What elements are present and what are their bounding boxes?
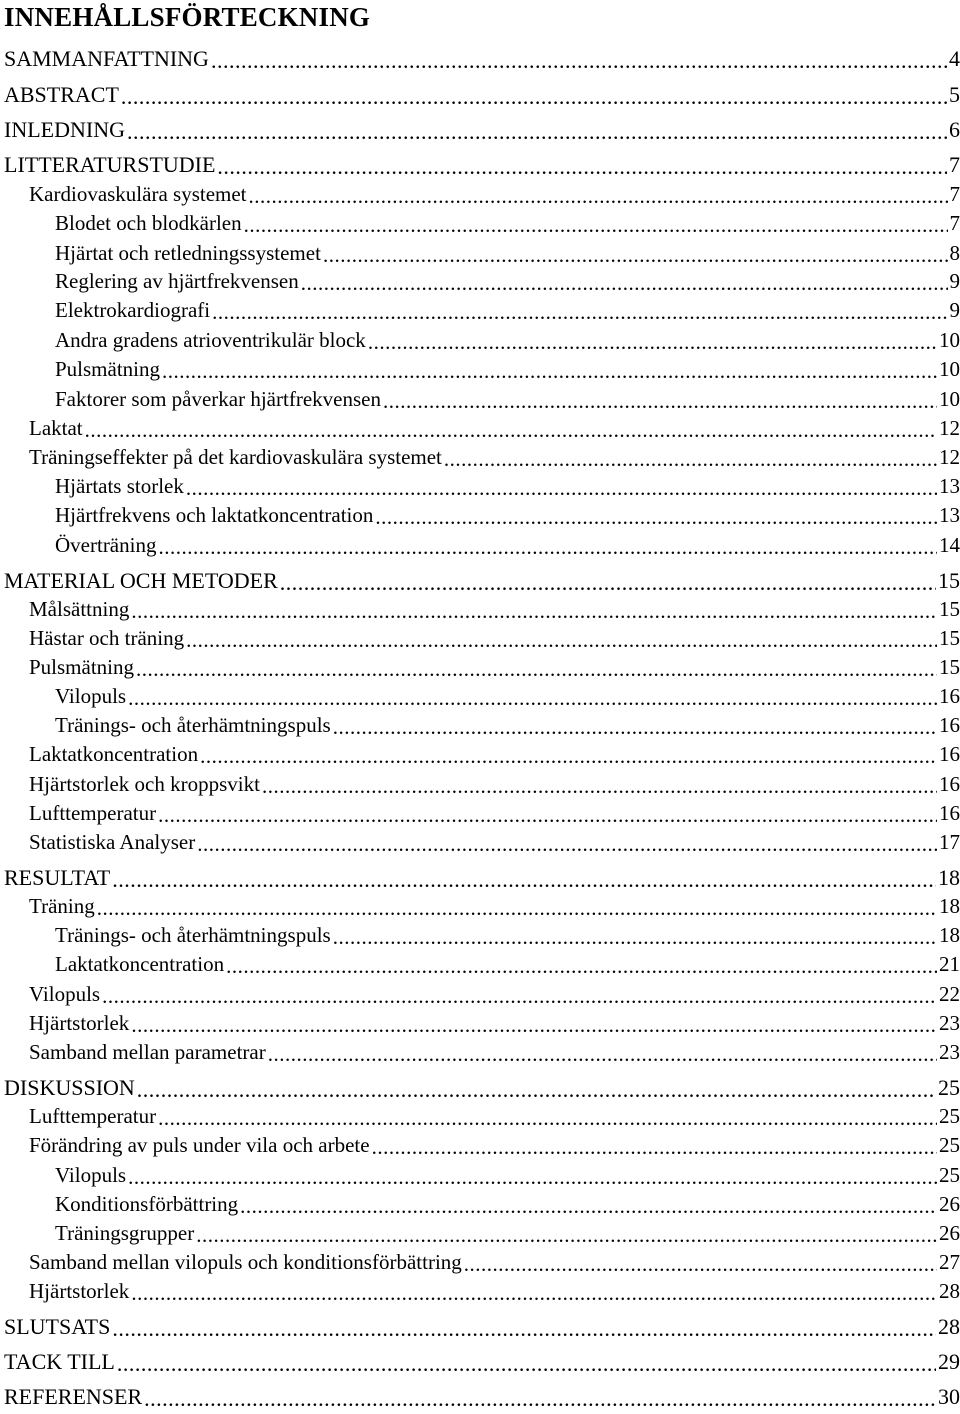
dot-leader bbox=[301, 271, 948, 292]
toc-entry-label: RESULTAT bbox=[4, 865, 112, 891]
dot-leader bbox=[158, 1106, 937, 1127]
toc-entry-page-number: 25 bbox=[936, 1075, 960, 1101]
dot-leader bbox=[128, 1165, 937, 1186]
toc-entry-label: Elektrokardiografi bbox=[55, 298, 212, 323]
toc-entry-label: Träningsgrupper bbox=[55, 1221, 196, 1246]
toc-entry-label: Laktatkoncentration bbox=[29, 742, 200, 767]
toc-entry[interactable] bbox=[55, 298, 960, 328]
toc-entry-page-number: 12 bbox=[937, 445, 960, 470]
toc-entry[interactable] bbox=[55, 387, 960, 417]
toc-entry[interactable] bbox=[55, 474, 960, 504]
toc-entry[interactable] bbox=[55, 923, 960, 953]
toc-entry-page-number: 18 bbox=[937, 923, 960, 948]
dot-leader bbox=[158, 535, 937, 556]
dot-leader bbox=[137, 1077, 936, 1099]
toc-entry-label: Laktatkoncentration bbox=[55, 952, 226, 977]
toc-entry-page-number: 16 bbox=[937, 801, 960, 826]
toc-entry[interactable] bbox=[4, 568, 960, 598]
toc-entry[interactable] bbox=[55, 357, 960, 387]
toc-entry-label: Hästar och träning bbox=[29, 626, 186, 651]
toc-entry-label: Hjärtat och retledningssystemet bbox=[55, 241, 323, 266]
toc-entry-page-number: 9 bbox=[948, 298, 960, 323]
toc-entry-page-number: 10 bbox=[937, 328, 960, 353]
toc-entry-label: Reglering av hjärtfrekvensen bbox=[55, 269, 301, 294]
toc-entry-page-number: 13 bbox=[937, 474, 960, 499]
dot-leader bbox=[383, 389, 937, 410]
toc-entry-page-number: 15 bbox=[936, 568, 960, 594]
toc-entry-page-number: 29 bbox=[936, 1349, 960, 1375]
dot-leader bbox=[197, 832, 937, 853]
toc-entry-label: Hjärtstorlek bbox=[29, 1011, 131, 1036]
dot-leader bbox=[131, 1013, 937, 1034]
toc-entry-label: Hjärtstorlek bbox=[29, 1279, 131, 1304]
toc-entry-label: Vilopuls bbox=[55, 1163, 128, 1188]
toc-entry[interactable] bbox=[29, 445, 960, 475]
toc-entry[interactable] bbox=[29, 626, 960, 656]
toc-entry[interactable] bbox=[29, 1104, 960, 1134]
toc-entry-label: Konditionsförbättring bbox=[55, 1192, 240, 1217]
toc-entry[interactable] bbox=[29, 982, 960, 1012]
toc-entry[interactable] bbox=[29, 772, 960, 802]
toc-entry[interactable] bbox=[4, 152, 960, 182]
toc-entry-page-number: 15 bbox=[937, 655, 960, 680]
toc-entry[interactable] bbox=[29, 597, 960, 627]
dot-leader bbox=[97, 896, 937, 917]
toc-entry-label: Överträning bbox=[55, 533, 158, 558]
toc-entry[interactable] bbox=[55, 241, 960, 271]
toc-entry-label: Statistiska Analyser bbox=[29, 830, 197, 855]
toc-entry-page-number: 16 bbox=[937, 742, 960, 767]
dot-leader bbox=[280, 570, 936, 592]
toc-entry[interactable] bbox=[29, 742, 960, 772]
dot-leader bbox=[85, 418, 937, 439]
dot-leader bbox=[212, 300, 947, 321]
toc-entry-label: LITTERATURSTUDIE bbox=[4, 152, 217, 178]
toc-entry-page-number: 21 bbox=[937, 952, 960, 977]
dot-leader bbox=[262, 774, 937, 795]
toc-entry-page-number: 28 bbox=[936, 1314, 960, 1340]
dot-leader bbox=[217, 154, 947, 176]
dot-leader bbox=[121, 84, 947, 106]
toc-entry[interactable] bbox=[29, 830, 960, 860]
toc-entry[interactable] bbox=[55, 211, 960, 241]
toc-entry-label: REFERENSER bbox=[4, 1384, 144, 1410]
dot-leader bbox=[186, 628, 937, 649]
dot-leader bbox=[112, 1316, 936, 1338]
dot-leader bbox=[127, 119, 947, 141]
toc-entry-label: Blodet och blodkärlen bbox=[55, 211, 244, 236]
dot-leader bbox=[226, 954, 937, 975]
dot-leader bbox=[186, 476, 937, 497]
toc-entry-label: Förändring av puls under vila och arbete bbox=[29, 1133, 372, 1158]
toc-entry[interactable] bbox=[4, 46, 960, 76]
toc-entry[interactable] bbox=[4, 117, 960, 147]
dot-leader bbox=[333, 715, 937, 736]
toc-entry-page-number: 15 bbox=[937, 626, 960, 651]
dot-leader bbox=[128, 686, 937, 707]
toc-entry-page-number: 7 bbox=[948, 182, 960, 207]
toc-entry[interactable] bbox=[29, 801, 960, 831]
toc-entry-page-number: 15 bbox=[937, 597, 960, 622]
toc-entry[interactable] bbox=[55, 713, 960, 743]
dot-leader bbox=[112, 867, 936, 889]
toc-entry-label: Hjärtfrekvens och laktatkoncentration bbox=[55, 503, 375, 528]
toc-entry-label: Lufttemperatur bbox=[29, 801, 158, 826]
toc-entry-page-number: 26 bbox=[937, 1192, 960, 1217]
toc-entry-label: Pulsmätning bbox=[55, 357, 162, 382]
dot-leader bbox=[268, 1042, 937, 1063]
toc-entry-page-number: 13 bbox=[937, 503, 960, 528]
toc-entry-page-number: 22 bbox=[937, 982, 960, 1007]
toc-entry-label: Vilopuls bbox=[29, 982, 102, 1007]
toc-entry[interactable] bbox=[29, 1133, 960, 1163]
toc-entry-page-number: 25 bbox=[937, 1104, 960, 1129]
toc-entry[interactable] bbox=[29, 655, 960, 685]
toc-entry[interactable] bbox=[55, 1192, 960, 1222]
toc-entry-label: DISKUSSION bbox=[4, 1075, 137, 1101]
dot-leader bbox=[162, 359, 937, 380]
toc-entry-page-number: 30 bbox=[936, 1384, 960, 1410]
toc-entry[interactable] bbox=[55, 269, 960, 299]
toc-entry-page-number: 26 bbox=[937, 1221, 960, 1246]
toc-entry[interactable] bbox=[55, 1163, 960, 1193]
dot-leader bbox=[131, 1281, 937, 1302]
dot-leader bbox=[136, 657, 937, 678]
toc-entry[interactable] bbox=[55, 1221, 960, 1251]
toc-entry-page-number: 23 bbox=[937, 1011, 960, 1036]
toc-entry-page-number: 28 bbox=[937, 1279, 960, 1304]
dot-leader bbox=[444, 447, 937, 468]
dot-leader bbox=[196, 1223, 937, 1244]
toc-entry-page-number: 16 bbox=[937, 684, 960, 709]
toc-entry-label: Lufttemperatur bbox=[29, 1104, 158, 1129]
toc-entry[interactable] bbox=[4, 1349, 960, 1379]
toc-entry-label: TACK TILL bbox=[4, 1349, 117, 1375]
dot-leader bbox=[211, 48, 947, 70]
toc-title: INNEHÅLLSFÖRTECKNING bbox=[4, 2, 370, 33]
toc-entry-label: Träning bbox=[29, 894, 97, 919]
toc-entry-label: Hjärtstorlek och kroppsvikt bbox=[29, 772, 262, 797]
toc-entry[interactable] bbox=[29, 1040, 960, 1070]
toc-entry-page-number: 10 bbox=[937, 357, 960, 382]
toc-entry[interactable] bbox=[55, 952, 960, 982]
toc-entry[interactable] bbox=[4, 1314, 960, 1344]
dot-leader bbox=[464, 1252, 937, 1273]
toc-entry-label: Hjärtats storlek bbox=[55, 474, 186, 499]
toc-entry-page-number: 6 bbox=[947, 117, 960, 143]
toc-entry-label: SAMMANFATTNING bbox=[4, 46, 211, 72]
dot-leader bbox=[372, 1135, 937, 1156]
toc-entry[interactable] bbox=[4, 1075, 960, 1105]
dot-leader bbox=[249, 184, 948, 205]
toc-entry-page-number: 25 bbox=[937, 1163, 960, 1188]
toc-entry-label: Tränings- och återhämtningspuls bbox=[55, 923, 333, 948]
toc-entry-page-number: 9 bbox=[948, 269, 960, 294]
toc-entry-page-number: 4 bbox=[947, 46, 960, 72]
toc-entry-page-number: 27 bbox=[937, 1250, 960, 1275]
toc-entry-label: Samband mellan parametrar bbox=[29, 1040, 268, 1065]
toc-entry-page-number: 23 bbox=[937, 1040, 960, 1065]
toc-entry[interactable] bbox=[29, 1250, 960, 1280]
toc-entry-label: Faktorer som påverkar hjärtfrekvensen bbox=[55, 387, 383, 412]
toc-entry[interactable] bbox=[55, 684, 960, 714]
dot-leader bbox=[200, 744, 937, 765]
toc-entry-label: SLUTSATS bbox=[4, 1314, 112, 1340]
toc-entry-label: Samband mellan vilopuls och konditionsförbättring bbox=[29, 1250, 464, 1275]
toc-entry-label: Andra gradens atrioventrikulär block bbox=[55, 328, 368, 353]
toc-entry-page-number: 12 bbox=[937, 416, 960, 441]
toc-entry-page-number: 7 bbox=[947, 152, 960, 178]
toc-entry-label: MATERIAL OCH METODER bbox=[4, 568, 280, 594]
toc-entry[interactable] bbox=[55, 533, 960, 563]
toc-entry-page-number: 16 bbox=[937, 713, 960, 738]
dot-leader bbox=[323, 243, 948, 264]
toc-entry[interactable] bbox=[4, 865, 960, 895]
toc-entry[interactable] bbox=[29, 416, 960, 446]
dot-leader bbox=[240, 1194, 937, 1215]
toc-entry-label: Vilopuls bbox=[55, 684, 128, 709]
toc-entry[interactable] bbox=[29, 182, 960, 212]
toc-entry-page-number: 10 bbox=[937, 387, 960, 412]
toc-entry-page-number: 14 bbox=[937, 533, 960, 558]
toc-entry-label: Kardiovaskulära systemet bbox=[29, 182, 249, 207]
toc-entry-label: Pulsmätning bbox=[29, 655, 136, 680]
dot-leader bbox=[375, 505, 937, 526]
dot-leader bbox=[244, 213, 948, 234]
toc-entry[interactable] bbox=[29, 1011, 960, 1041]
toc-entry[interactable] bbox=[29, 894, 960, 924]
dot-leader bbox=[117, 1351, 936, 1373]
dot-leader bbox=[158, 803, 937, 824]
toc-entry[interactable] bbox=[55, 503, 960, 533]
toc-entry-page-number: 16 bbox=[937, 772, 960, 797]
dot-leader bbox=[368, 330, 937, 351]
toc-entry[interactable] bbox=[55, 328, 960, 358]
toc-entry-label: Målsättning bbox=[29, 597, 131, 622]
dot-leader bbox=[102, 984, 937, 1005]
toc-entry-page-number: 25 bbox=[937, 1133, 960, 1158]
toc-entry-page-number: 7 bbox=[948, 211, 960, 236]
toc-entry-label: Laktat bbox=[29, 416, 85, 441]
toc-entry-label: Tränings- och återhämtningspuls bbox=[55, 713, 333, 738]
dot-leader bbox=[333, 925, 937, 946]
toc-entry-page-number: 8 bbox=[948, 241, 960, 266]
toc-entry-label: Träningseffekter på det kardiovaskulära systemet bbox=[29, 445, 444, 470]
dot-leader bbox=[144, 1386, 936, 1408]
toc-entry[interactable] bbox=[29, 1279, 960, 1309]
toc-entry-page-number: 18 bbox=[937, 894, 960, 919]
toc-entry-page-number: 5 bbox=[947, 82, 960, 108]
toc-entry-page-number: 18 bbox=[936, 865, 960, 891]
toc-entry-label: INLEDNING bbox=[4, 117, 127, 143]
toc-entry-page-number: 17 bbox=[937, 830, 960, 855]
dot-leader bbox=[131, 599, 937, 620]
toc-entry-label: ABSTRACT bbox=[4, 82, 121, 108]
toc-entry[interactable] bbox=[4, 82, 960, 112]
